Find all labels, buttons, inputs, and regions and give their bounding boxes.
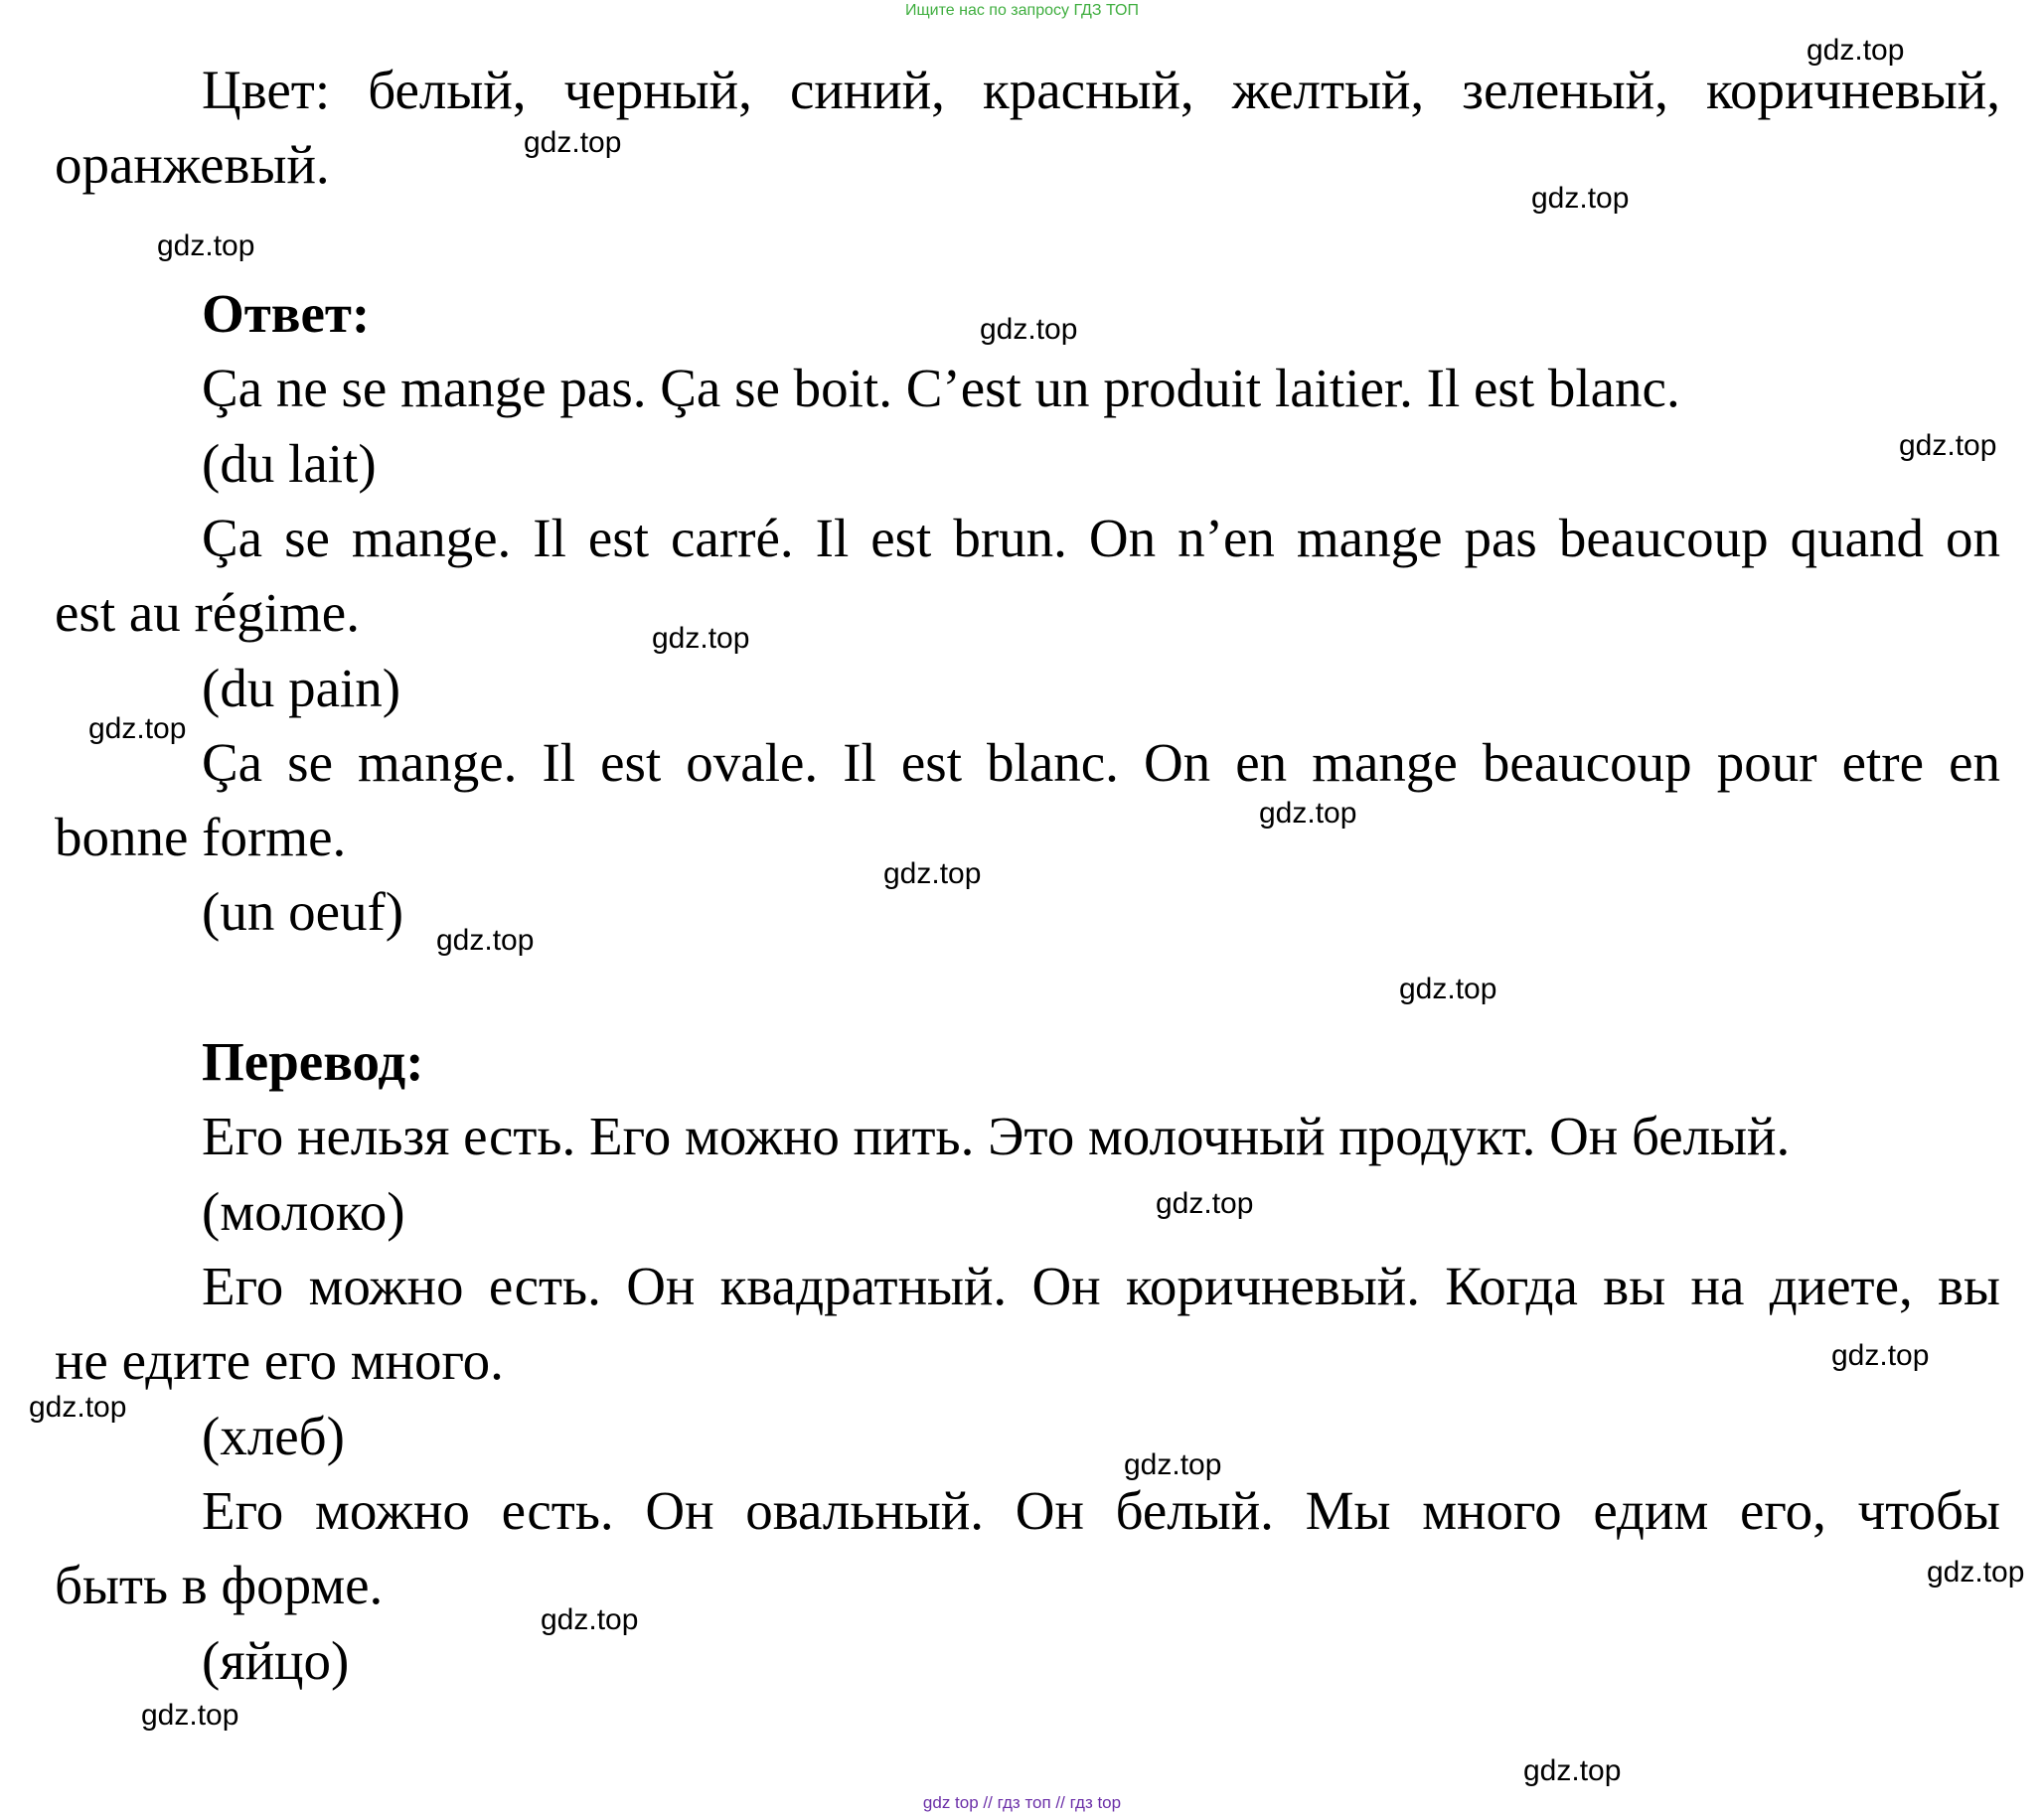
watermark: gdz.top [1531, 182, 1630, 215]
watermark: gdz.top [88, 712, 187, 745]
answer-p1-answer: (du lait) [202, 433, 377, 494]
answer-heading: Ответ: [202, 283, 371, 344]
watermark: gdz.top [1927, 1556, 2025, 1589]
translation-p3-answer: (яйцо) [202, 1630, 350, 1691]
watermark: gdz.top [1259, 797, 1357, 830]
answer-p2-answer: (du pain) [202, 658, 401, 718]
answer-p2-line2: est au régime. [55, 582, 360, 643]
watermark: gdz.top [1399, 973, 1497, 1005]
colors-line-2: оранжевый. [55, 134, 330, 195]
answer-p3-answer: (un oeuf) [202, 881, 404, 942]
colors-line-1: Цвет: белый, черный, синий, красный, желтый, зеленый, коричневый, [202, 60, 2000, 120]
footer-banner[interactable]: gdz top // гдз топ // гдз top [922, 1793, 1122, 1812]
watermark: gdz.top [436, 924, 535, 957]
translation-p2-answer: (хлеб) [202, 1406, 345, 1466]
watermark: gdz.top [1807, 34, 1905, 67]
header-banner[interactable]: Ищите нас по запросу ГДЗ ТОП [905, 2, 1139, 19]
watermark: gdz.top [1899, 429, 1997, 462]
watermark: gdz.top [524, 126, 622, 159]
watermark: gdz.top [1124, 1448, 1222, 1481]
watermark: gdz.top [541, 1603, 639, 1636]
translation-p3-line2: быть в форме. [55, 1555, 384, 1615]
watermark: gdz.top [157, 229, 255, 262]
translation-p2-line2: не едите его много. [55, 1330, 504, 1391]
answer-p3-line2: bonne forme. [55, 807, 347, 867]
watermark: gdz.top [883, 857, 982, 890]
watermark: gdz.top [29, 1391, 127, 1424]
translation-p2-line1: Его можно есть. Он квадратный. Он коричневый. Когда вы на диете, вы [202, 1256, 2000, 1316]
watermark: gdz.top [1831, 1339, 1930, 1372]
answer-p2-line1: Ça se mange. Il est carré. Il est brun. On n’en mange pas beaucoup quand on [202, 508, 2000, 568]
translation-p1-answer: (молоко) [202, 1181, 405, 1242]
translation-p3-line1: Его можно есть. Он овальный. Он белый. Мы много едим его, чтобы [202, 1480, 2000, 1541]
answer-p3-line1: Ça se mange. Il est ovale. Il est blanc. On en mange beaucoup pour etre en [202, 732, 2000, 793]
translation-heading: Перевод: [202, 1031, 424, 1092]
watermark: gdz.top [1523, 1754, 1622, 1787]
watermark: gdz.top [1156, 1187, 1254, 1220]
answer-p1-line1: Ça ne se mange pas. Ça se boit. C’est un produit laitier. Il est blanc. [202, 358, 1680, 418]
translation-p1-line1: Его нельзя есть. Его можно пить. Это молочный продукт. Он белый. [202, 1106, 1791, 1166]
watermark: gdz.top [980, 313, 1078, 346]
watermark: gdz.top [652, 622, 750, 655]
watermark: gdz.top [141, 1699, 239, 1732]
